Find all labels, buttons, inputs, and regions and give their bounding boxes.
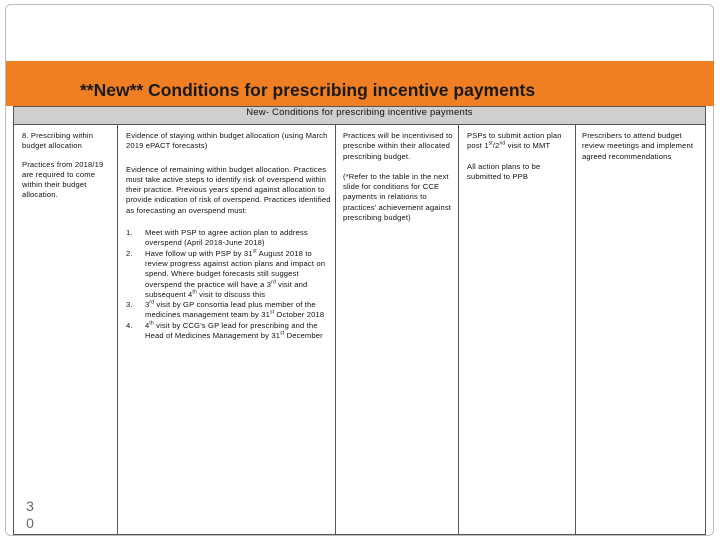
list-item: [126, 321, 332, 342]
reporting-text: visit to MMT: [505, 141, 551, 151]
column-divider: [335, 125, 336, 535]
criteria-heading: 8. Prescribing within budget allocation: [22, 131, 94, 151]
superscript: rd: [271, 279, 276, 286]
list-item-number: 2.: [126, 248, 133, 258]
evidence-para-2: Evidence of remaining within budget allocation. Practices must take active steps to identify risk of overspend within their practice. Previous years spend against allocation to provide indication of risk of overspend. Practices identified as forecasting an overspend must:: [126, 164, 331, 215]
list-item-text: August 2018 to review progress against action plans and impact on spend. Where budget forecasts still suggest overspend the practice will have a 3: [145, 248, 326, 289]
criteria-column: [22, 131, 114, 209]
reporting-text: PSPs to submit action plan post 1: [467, 131, 562, 151]
evidence-para-1: Evidence of staying within budget allocation (using March 2019 ePACT forecasts): [126, 131, 328, 151]
superscript: rd: [149, 299, 155, 306]
list-item-number: 4.: [126, 320, 133, 330]
slide-number-digit: 0: [26, 515, 34, 531]
list-item: [126, 228, 332, 249]
superscript: st: [488, 140, 493, 147]
slide-title: **New** Conditions for prescribing incentive payments: [80, 80, 536, 100]
list-item-number: 1.: [126, 228, 133, 238]
criteria-body: Practices from 2018/19 are required to come within their budget allocation.: [22, 159, 104, 200]
list-item-text: visit by GP consortia lead plus member of the medicines management team by 31: [145, 300, 316, 320]
superscript: th: [192, 289, 197, 296]
reporting-text: /2: [492, 141, 500, 151]
column-divider: [575, 125, 576, 535]
list-item-text: 4: [145, 320, 150, 330]
list-item-text: December: [284, 331, 323, 341]
list-item-number: 3.: [126, 300, 133, 310]
table-header-title: New- Conditions for prescribing incentive payments: [246, 107, 473, 118]
incentive-column: [343, 131, 453, 231]
list-item-text: Have follow up with PSP by 31: [145, 248, 253, 258]
reporting-column: [467, 131, 571, 190]
column-divider: [458, 125, 459, 535]
list-item-text: visit to discuss this: [196, 289, 266, 299]
action-list: [126, 228, 332, 341]
incentive-para-2: (*Refer to the table in the next slide for conditions for CCE payments in relations to practices’ achievement against prescribing budget): [343, 171, 452, 223]
superscript: st: [252, 248, 257, 255]
list-item-text: visit by CCG’s GP lead for prescribing and the Head of Medicines Management by 31: [145, 320, 318, 341]
list-item-text: October 2018: [274, 310, 325, 320]
list-item: [126, 249, 332, 300]
slide-number: [23, 498, 37, 532]
prescriber-para-1: Prescribers to attend budget review meetings and implement agreed recommendations: [582, 131, 694, 161]
list-item-text: Meet with PSP to agree action plan to address overspend (April 2018-June 2018): [145, 228, 308, 248]
list-item: [126, 300, 332, 321]
prescriber-column: [582, 131, 700, 170]
superscript: st: [269, 309, 275, 316]
incentive-para-1: Practices will be incentivised to prescribe within their allocated prescribing budget.: [343, 131, 453, 161]
reporting-para-2: All action plans to be submitted to PPB: [467, 161, 541, 181]
superscript: th: [149, 320, 154, 327]
list-item-text: visit and subsequent 4: [145, 279, 308, 299]
superscript: st: [280, 330, 285, 337]
slide-number-digit: 3: [26, 498, 34, 514]
list-item-text: 3: [145, 300, 150, 310]
evidence-column: [126, 131, 332, 341]
superscript: nd: [499, 140, 506, 147]
column-divider: [117, 125, 118, 535]
reporting-para-1: [467, 131, 571, 152]
